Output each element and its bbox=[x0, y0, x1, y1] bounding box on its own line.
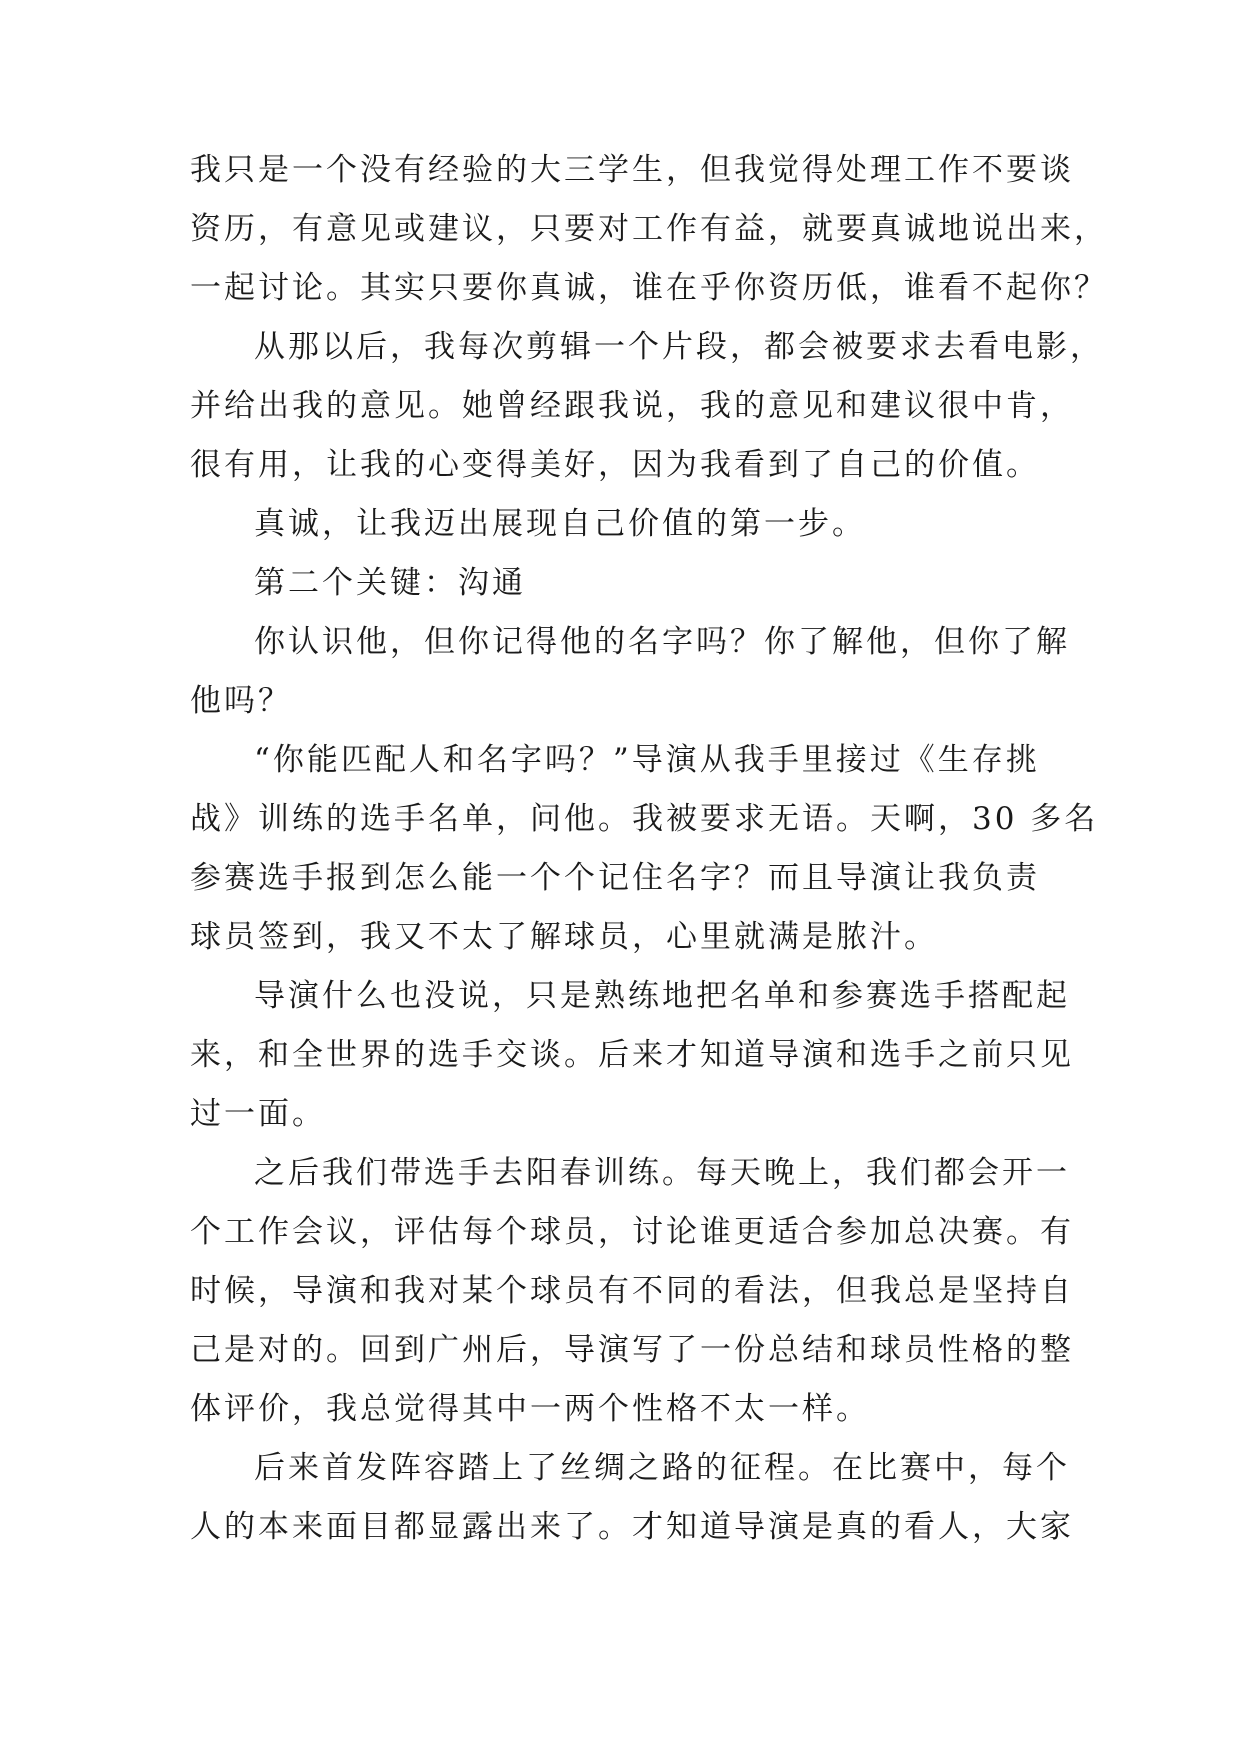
text-line: 时候，导演和我对某个球员有不同的看法，但我总是坚持自 bbox=[190, 1273, 1074, 1309]
text-line: 之后我们带选手去阳春训练。每天晚上，我们都会开一 bbox=[254, 1155, 1070, 1191]
text-line: 己是对的。回到广州后，导演写了一份总结和球员性格的整 bbox=[190, 1332, 1074, 1368]
text-line: 战》训练的选手名单，问他。我被要求无语。天啊，30 多名 bbox=[190, 801, 1099, 837]
text-line: 来，和全世界的选手交谈。后来才知道导演和选手之前只见 bbox=[190, 1037, 1074, 1073]
text-line: 你认识他，但你记得他的名字吗？你了解他，但你了解 bbox=[254, 624, 1070, 660]
text-line: 参赛选手报到怎么能一个个记住名字？而且导演让我负责 bbox=[190, 860, 1040, 896]
text-line: “你能匹配人和名字吗？”导演从我手里接过《生存挑 bbox=[254, 742, 1040, 778]
text-line: 我只是一个没有经验的大三学生，但我觉得处理工作不要谈 bbox=[190, 152, 1074, 188]
text-line: 很有用，让我的心变得美好，因为我看到了自己的价值。 bbox=[190, 447, 1040, 483]
text-line: 一起讨论。其实只要你真诚，谁在乎你资历低，谁看不起你？ bbox=[190, 270, 1108, 306]
text-line: 从那以后，我每次剪辑一个片段，都会被要求去看电影， bbox=[254, 329, 1104, 365]
text-line: 个工作会议，评估每个球员，讨论谁更适合参加总决赛。有 bbox=[190, 1214, 1074, 1250]
text-line: 资历，有意见或建议，只要对工作有益，就要真诚地说出来， bbox=[190, 211, 1108, 247]
text-line: 过一面。 bbox=[190, 1096, 326, 1132]
text-line: 后来首发阵容踏上了丝绸之路的征程。在比赛中，每个 bbox=[254, 1450, 1070, 1486]
text-line: 体评价，我总觉得其中一两个性格不太一样。 bbox=[190, 1391, 870, 1427]
text-line: 球员签到，我又不太了解球员，心里就满是脓汁。 bbox=[190, 919, 938, 955]
section-heading: 第二个关键：沟通 bbox=[254, 565, 526, 601]
text-line: 导演什么也没说，只是熟练地把名单和参赛选手搭配起 bbox=[254, 978, 1070, 1014]
text-line: 并给出我的意见。她曾经跟我说，我的意见和建议很中肯， bbox=[190, 388, 1074, 424]
text-line: 人的本来面目都显露出来了。才知道导演是真的看人，大家 bbox=[190, 1509, 1074, 1545]
text-line: 他吗？ bbox=[190, 683, 292, 719]
text-line: 真诚，让我迈出展现自己价值的第一步。 bbox=[254, 506, 866, 542]
